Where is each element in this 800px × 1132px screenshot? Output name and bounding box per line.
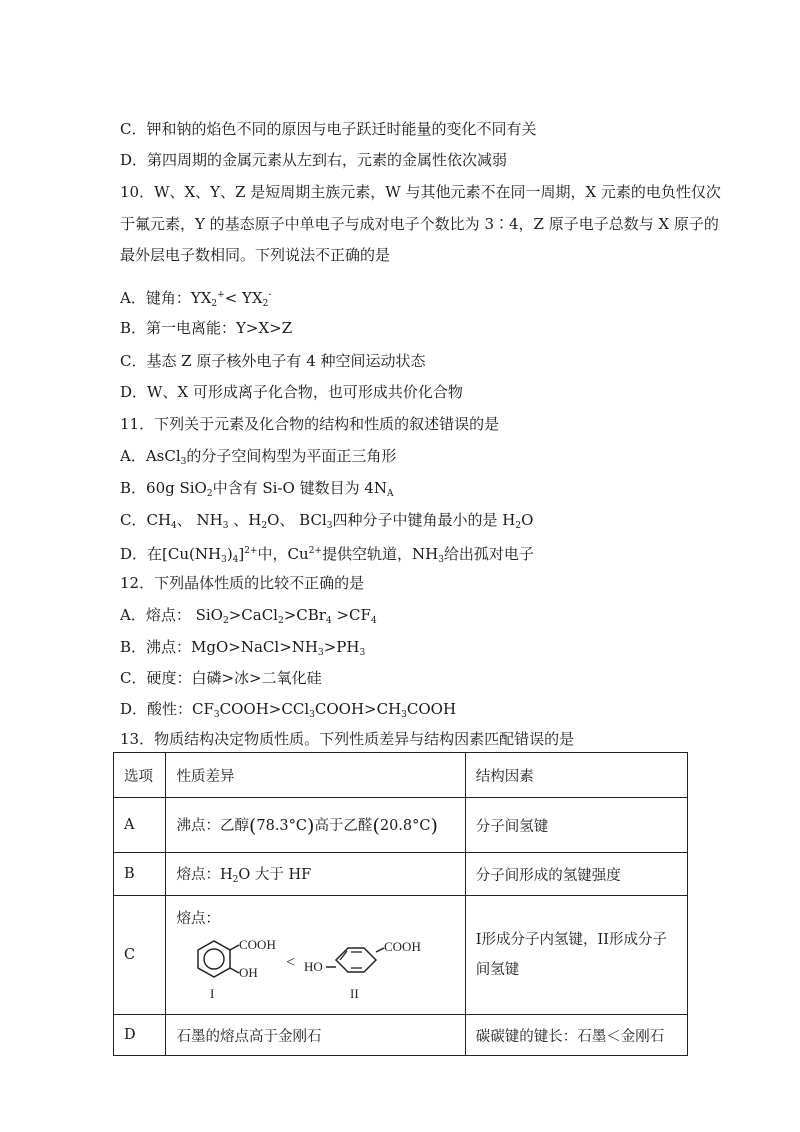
question-12-option-c: C．硬度：白磷>冰>二氧化硅 xyxy=(120,669,322,687)
less-than-sign: < xyxy=(286,953,296,971)
question-10-line-1: 10．W、X、Y、Z 是短周期主族元素，W 与其他元素不在同一周期，X 元素的电负性仅次 xyxy=(120,183,721,201)
row-a-factor: 分子间氢键 xyxy=(465,798,687,853)
row-c-factor: I形成分子内氢键，II形成分子间氢键 xyxy=(465,896,687,1015)
row-d-option: D xyxy=(114,1015,166,1056)
row-a-property: 沸点：乙醇(78.3°C)高于乙醛(20.8°C) xyxy=(166,798,465,853)
row-b-property: 熔点：$H_2O$ 大于 HF xyxy=(166,853,465,896)
question-12-option-a: A．熔点： SiO$_2$>CaCl$_2$>CBr$_4$ $>CF_4$ xyxy=(120,606,377,626)
question-13-table xyxy=(113,752,688,1056)
structure-ii-benzene-ring xyxy=(336,948,376,972)
structure-ii-ho-label: HO xyxy=(304,958,324,974)
header-structural-factor: 结构因素 xyxy=(465,753,687,798)
option-c-flame-color: C．钾和钠的焰色不同的原因与电子跃迁时能量的变化不同有关 xyxy=(120,120,537,138)
structure-ii-numeral: II xyxy=(350,985,360,1001)
question-11-stem: 11．下列关于元素及化合物的结构和性质的叙述错误的是 xyxy=(120,415,500,433)
question-12-option-d: D．酸性：$CF_3COOH>CCl_3COOH>CH_3COOH$ xyxy=(120,700,457,720)
structure-i-cooh-bond xyxy=(230,945,239,950)
table-row-a xyxy=(114,798,688,853)
question-10-option-d: D．W、X 可形成离子化合物，也可形成共价化合物 xyxy=(120,383,463,401)
row-b-factor: 分子间形成的氢键强度 xyxy=(465,853,687,896)
structure-ii-cooh-label: COOH xyxy=(384,938,422,954)
header-option: 选项 xyxy=(114,753,166,798)
row-a-option: A xyxy=(114,798,166,853)
question-10-line-2: 于氟元素，Y 的基态原子中单电子与成对电子个数比为 3∶4，Z 原子电子总数与 X 原子的 xyxy=(120,215,719,233)
question-12-option-b: B．沸点：$MgO>NaCl>NH_3>PH_3$ xyxy=(120,638,366,658)
table-row-b xyxy=(114,853,688,896)
question-10-line-3: 最外层电子数相同。下列说法不正确的是 xyxy=(120,246,391,264)
table-row-d xyxy=(114,1015,688,1056)
row-d-factor: 碳碳键的键长：石墨＜金刚石 xyxy=(465,1015,687,1056)
row-b-option: B xyxy=(114,853,166,896)
salicylic-acid-isomers-structures xyxy=(176,930,438,1004)
question-11-option-c: C．$CH_4$、 $NH_3$ 、$H_2O$、 BCl$_3$四种分子中键角最小的是 $H_2O$ xyxy=(120,511,534,531)
table-row-c xyxy=(114,896,688,1015)
question-10-option-a: A．键角：$YX_2^+< YX_2^-$ xyxy=(120,289,272,309)
option-d-period-four: D．第四周期的金属元素从左到右，元素的金属性依次减弱 xyxy=(120,151,508,169)
header-property-difference: 性质差异 xyxy=(166,753,465,798)
row-c-property xyxy=(166,896,465,1015)
structure-i-oh-label: OH xyxy=(239,964,259,980)
question-12-stem: 12．下列晶体性质的比较不正确的是 xyxy=(120,574,365,592)
row-c-label: 熔点： xyxy=(176,910,220,927)
row-c-option: C xyxy=(114,896,166,1015)
table-header-row xyxy=(114,753,688,798)
structure-i-benzene-ring xyxy=(198,941,230,977)
question-11-option-d: D．在$[Cu(NH_3)_4]^{2+}$中，$Cu^{2+}$提供空轨道，$NH_3$给出孤对电子 xyxy=(120,545,534,565)
structure-i-numeral: I xyxy=(210,985,215,1001)
question-13-stem: 13．物质结构决定物质性质。下列性质差异与结构因素匹配错误的是 xyxy=(120,730,575,748)
question-11-option-a: A．AsCl$_3$的分子空间构型为平面正三角形 xyxy=(120,447,397,467)
row-d-property: 石墨的熔点高于金刚石 xyxy=(166,1015,465,1056)
question-10-option-b: B．第一电离能：Y>X>Z xyxy=(120,319,293,337)
structure-i-oh-bond xyxy=(230,968,239,973)
structure-ii-cooh-bond xyxy=(376,948,384,952)
question-11-option-b: B．60g SiO$_2$中含有 Si-O 键数目为 $4N_A$ xyxy=(120,479,394,499)
question-10-option-c: C．基态 Z 原子核外电子有 4 种空间运动状态 xyxy=(120,352,426,370)
structure-i-cooh-label: COOH xyxy=(239,936,277,952)
